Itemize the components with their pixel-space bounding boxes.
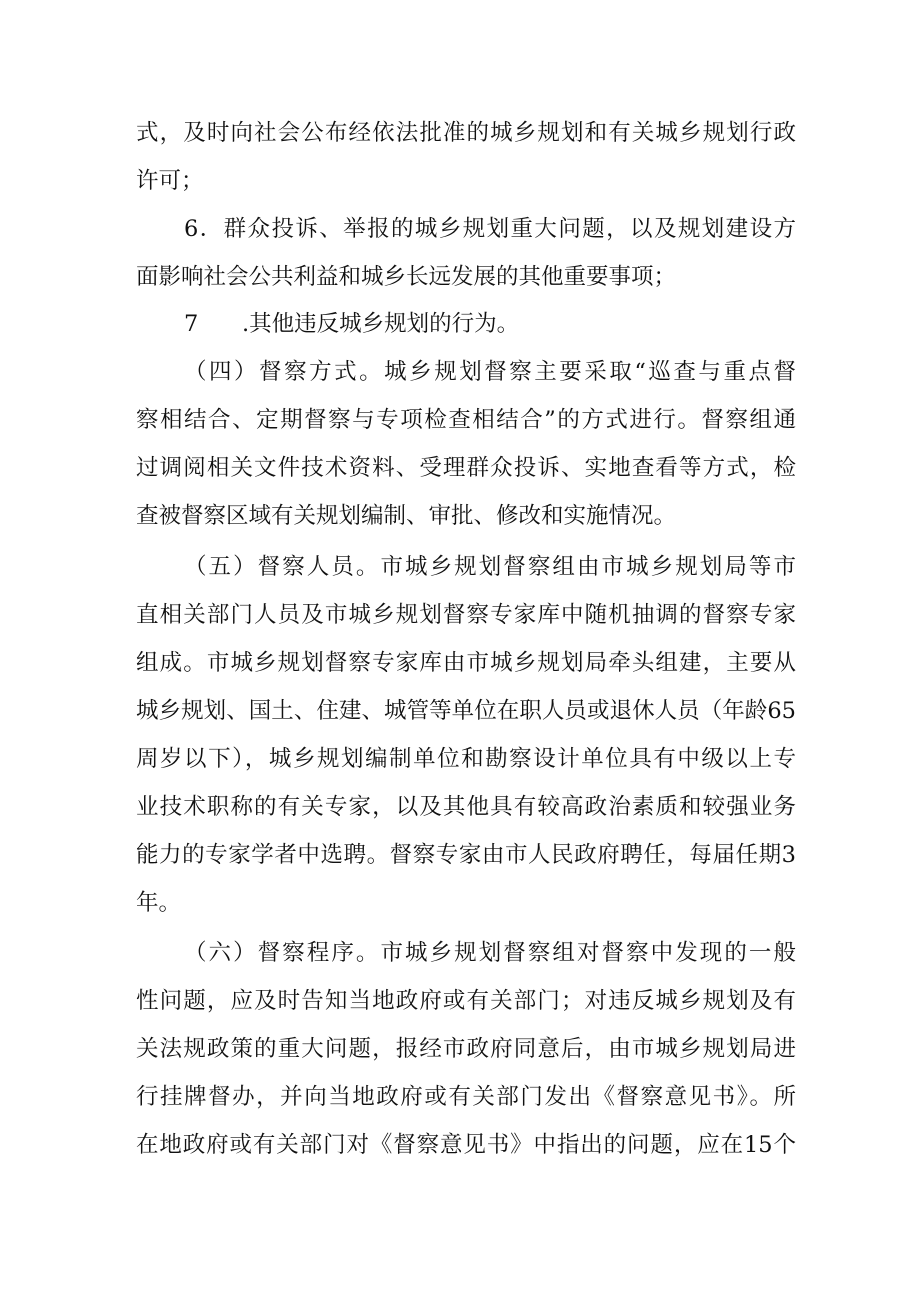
text-line: 过调阅相关文件技术资料、受理群众投诉、实地查看等方式，检 (136, 455, 796, 481)
text-line: 许可； (136, 168, 204, 194)
text-line: 在地政府或有关部门对《督察意见书》中指出的问题，应在15个 (136, 1132, 796, 1158)
text-line: 直相关部门人员及市城乡规划督察专家库中随机抽调的督察专家 (136, 602, 796, 628)
list-item-7-number: 7 (184, 311, 199, 337)
text-line: 式，及时向社会公布经依法批准的城乡规划和有关城乡规划行政 (136, 120, 796, 146)
text-line: 组成。市城乡规划督察专家库由市城乡规划局牵头组建，主要从 (136, 650, 796, 676)
list-item-6: 6．群众投诉、举报的城乡规划重大问题，以及规划建设方 (184, 216, 796, 242)
text-line: 查被督察区域有关规划编制、审批、修改和实施情况。 (136, 503, 677, 529)
text-line: 年。 (136, 890, 182, 916)
text-line: 能力的专家学者中选聘。督察专家由市人民政府聘任，每届任期3 (136, 842, 796, 868)
text-line: 周岁以下），城乡规划编制单位和勘察设计单位具有中级以上专 (136, 746, 796, 772)
text-line: 业技术职称的有关专家，以及其他具有较高政治素质和较强业务 (136, 794, 796, 820)
paragraph-supervision-personnel: （五）督察人员。市城乡规划督察组由市城乡规划局等市 (184, 554, 796, 580)
text-line: 面影响社会公共利益和城乡长远发展的其他重要事项； (136, 264, 677, 290)
paragraph-supervision-method: （四）督察方式。城乡规划督察主要采取“巡查与重点督 (184, 359, 796, 385)
list-item-7-text: .其他违反城乡规划的行为。 (242, 311, 520, 337)
paragraph-supervision-procedure: （六）督察程序。市城乡规划督察组对督察中发现的一般 (184, 940, 796, 966)
text-line: 城乡规划、国土、住建、城管等单位在职人员或退休人员（年龄65 (136, 698, 796, 724)
text-line: 性问题，应及时告知当地政府或有关部门；对违反城乡规划及有 (136, 988, 796, 1014)
text-line: 关法规政策的重大问题，报经市政府同意后，由市城乡规划局进 (136, 1036, 796, 1062)
text-line: 察相结合、定期督察与专项检查相结合”的方式进行。督察组通 (136, 407, 796, 433)
text-line: 行挂牌督办，并向当地政府或有关部门发出《督察意见书》。所 (136, 1084, 796, 1110)
